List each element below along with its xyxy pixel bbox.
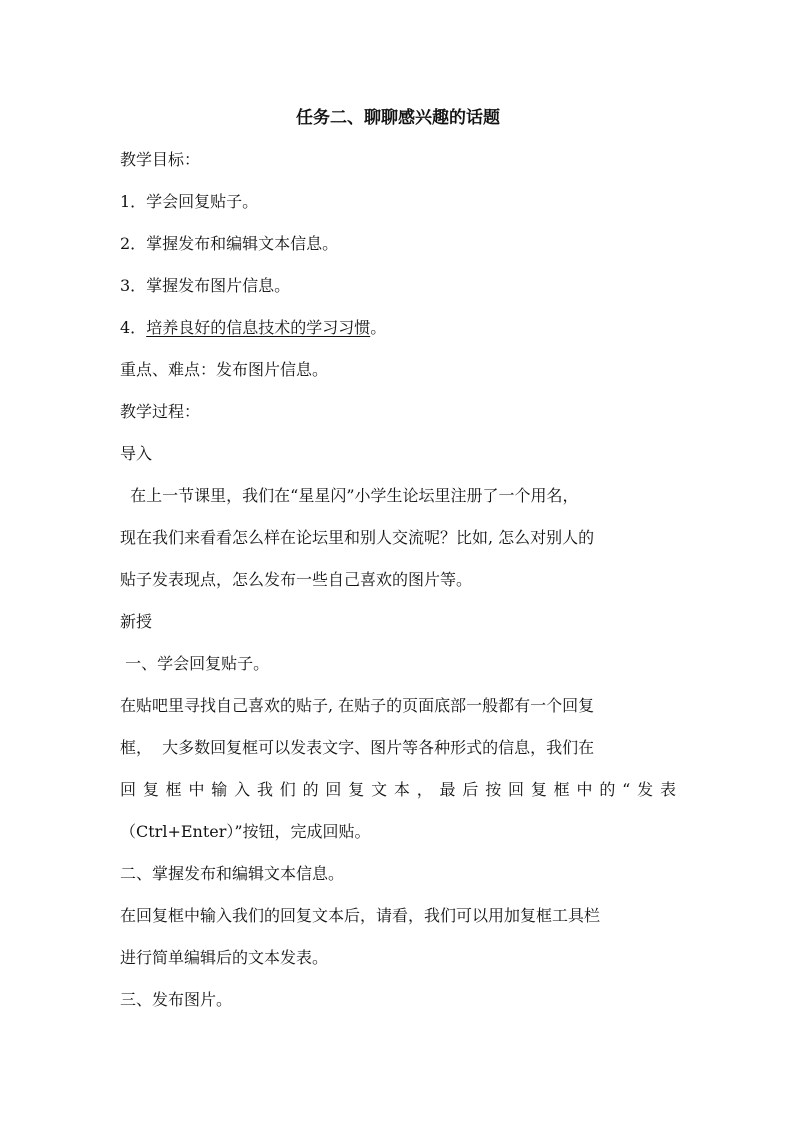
document-title: 任务二、聊聊感兴趣的话题 bbox=[296, 108, 500, 128]
section-2-heading: 二、掌握发布和编辑文本信息。 bbox=[120, 864, 345, 883]
goal-item-2: 2．掌握发布和编辑文本信息。 bbox=[120, 234, 339, 253]
intro-line-1: 在上一节课里，我们在“星星闪”小学生论坛里注册了一个用名， bbox=[120, 486, 579, 505]
section-1-line-3: 回复框中输入我们的回复文本，最后按回复框中的“发表 bbox=[120, 780, 676, 799]
goal-item-1: 1．学会回复贴子。 bbox=[120, 192, 259, 211]
section-3-heading: 三、发布图片。 bbox=[120, 990, 233, 1009]
intro-line-2: 现在我们来看看怎么样在论坛里和别人交流呢？比如, 怎么对别人的 bbox=[120, 528, 595, 547]
key-points: 重点、难点：发布图片信息。 bbox=[120, 360, 329, 379]
process-heading: 教学过程： bbox=[120, 402, 201, 421]
goal-item-4-period: 。 bbox=[370, 318, 387, 337]
intro-line-3: 贴子发表现点，怎么发布一些自己喜欢的图片等。 bbox=[120, 570, 473, 589]
section-2-line-2: 进行简单编辑后的文本发表。 bbox=[120, 948, 329, 967]
intro-heading: 导入 bbox=[120, 444, 153, 463]
section-1-heading: 一、学会回复贴子。 bbox=[120, 654, 270, 673]
goal-item-4 bbox=[120, 314, 676, 342]
goal-item-4-number: 4． bbox=[120, 318, 147, 337]
section-1-line-4: （Ctrl+Enter）”按钮，完成回贴。 bbox=[120, 822, 371, 841]
goal-item-3: 3．掌握发布图片信息。 bbox=[120, 276, 291, 295]
goals-heading: 教学目标： bbox=[120, 150, 201, 169]
goal-item-4-underlined-text: 培养良好的信息技术的学习习惯 bbox=[146, 318, 371, 337]
new-lesson-heading: 新授 bbox=[120, 612, 153, 631]
section-1-line-1: 在贴吧里寻找自己喜欢的贴子, 在贴子的页面底部一般都有一个回复 bbox=[120, 696, 595, 715]
section-1-line-2: 框， 大多数回复框可以发表文字、图片等各种形式的信息，我们在 bbox=[120, 738, 595, 757]
section-2-line-1: 在回复框中输入我们的回复文本后，请看，我们可以用加复框工具栏 bbox=[120, 906, 601, 925]
